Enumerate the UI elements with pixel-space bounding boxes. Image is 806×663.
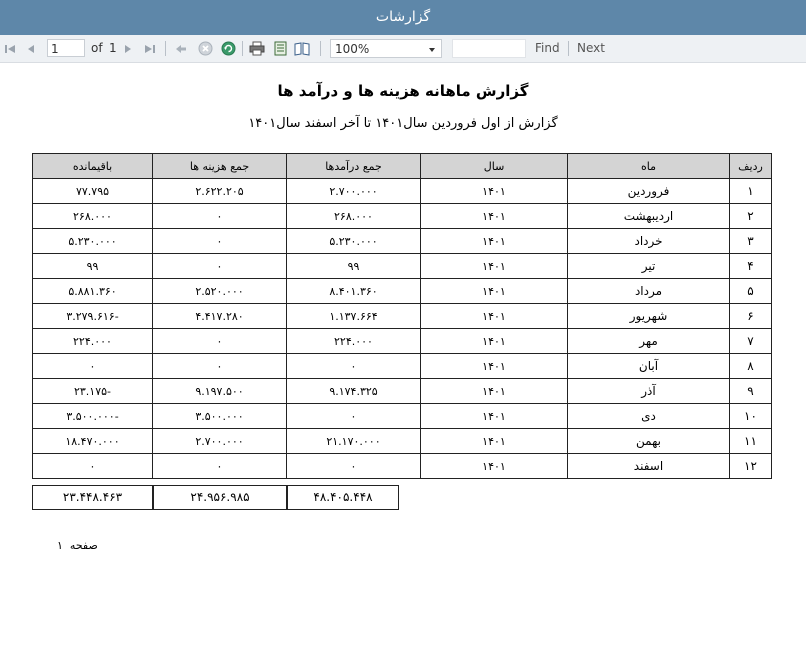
previous-page-icon[interactable] bbox=[23, 35, 39, 62]
cell-expense: ۰ bbox=[153, 454, 287, 479]
cell-row-number: ۱ bbox=[730, 179, 772, 204]
cell-row-number: ۲ bbox=[730, 204, 772, 229]
cell-month: آذر bbox=[568, 379, 730, 404]
of-label: of bbox=[91, 41, 103, 55]
cell-year: ۱۴۰۱ bbox=[421, 429, 568, 454]
toolbar-separator bbox=[165, 41, 166, 56]
last-page-icon[interactable] bbox=[142, 35, 158, 62]
cell-month: بهمن bbox=[568, 429, 730, 454]
cell-year: ۱۴۰۱ bbox=[421, 304, 568, 329]
cell-month: دی bbox=[568, 404, 730, 429]
table-row bbox=[33, 404, 772, 429]
cell-balance: ۱۸.۴۷۰.۰۰۰ bbox=[33, 429, 153, 454]
cell-income: ۱.۱۳۷.۶۶۴ bbox=[287, 304, 421, 329]
cell-year: ۱۴۰۱ bbox=[421, 379, 568, 404]
cell-balance: ۵.۲۳۰.۰۰۰ bbox=[33, 229, 153, 254]
cell-income: ۲۶۸.۰۰۰ bbox=[287, 204, 421, 229]
table-row bbox=[33, 204, 772, 229]
header-expense: جمع هزینه ها bbox=[153, 154, 287, 179]
cell-balance: -۳.۲۷۹.۶۱۶ bbox=[33, 304, 153, 329]
cell-month: شهریور bbox=[568, 304, 730, 329]
total-income: ۴۸.۴۰۵.۴۴۸ bbox=[287, 485, 399, 510]
cell-month: مهر bbox=[568, 329, 730, 354]
cell-month: خرداد bbox=[568, 229, 730, 254]
cell-year: ۱۴۰۱ bbox=[421, 354, 568, 379]
header-year: سال bbox=[421, 154, 568, 179]
cell-expense: ۲.۵۲۰.۰۰۰ bbox=[153, 279, 287, 304]
cell-balance: ۰ bbox=[33, 454, 153, 479]
cell-expense: ۰ bbox=[153, 229, 287, 254]
header-month: ماه bbox=[568, 154, 730, 179]
total-pages: 1 bbox=[109, 41, 117, 55]
cell-month: آبان bbox=[568, 354, 730, 379]
cell-expense: ۴.۴۱۷.۲۸۰ bbox=[153, 304, 287, 329]
table-row bbox=[33, 304, 772, 329]
table-header-row bbox=[33, 154, 772, 179]
cell-income: ۰ bbox=[287, 454, 421, 479]
cell-balance: ۹۹ bbox=[33, 254, 153, 279]
header-row-number: ردیف bbox=[730, 154, 772, 179]
cell-income: ۲۲۴.۰۰۰ bbox=[287, 329, 421, 354]
report-title: گزارش ماهانه هزینه ها و درآمد ها bbox=[277, 82, 529, 100]
cell-year: ۱۴۰۱ bbox=[421, 254, 568, 279]
cell-row-number: ۴ bbox=[730, 254, 772, 279]
window-title: گزارشات bbox=[0, 0, 806, 35]
chevron-down-icon bbox=[429, 48, 435, 52]
toolbar-separator bbox=[242, 41, 243, 56]
cell-row-number: ۹ bbox=[730, 379, 772, 404]
table-row bbox=[33, 354, 772, 379]
refresh-icon[interactable] bbox=[219, 35, 237, 62]
cell-row-number: ۱۲ bbox=[730, 454, 772, 479]
report-toolbar bbox=[0, 35, 806, 63]
next-page-icon[interactable] bbox=[120, 35, 136, 62]
stop-icon[interactable] bbox=[196, 35, 214, 62]
total-expense: ۲۴.۹۵۶.۹۸۵ bbox=[153, 485, 287, 510]
table-row bbox=[33, 379, 772, 404]
cell-expense: ۹.۱۹۷.۵۰۰ bbox=[153, 379, 287, 404]
cell-year: ۱۴۰۱ bbox=[421, 454, 568, 479]
cell-balance: ۵.۸۸۱.۳۶۰ bbox=[33, 279, 153, 304]
print-layout-icon[interactable] bbox=[271, 35, 289, 62]
cell-income: ۵.۲۳۰.۰۰۰ bbox=[287, 229, 421, 254]
report-subtitle: گزارش از اول فروردین سال۱۴۰۱ تا آخر اسفند سال۱۴۰۱ bbox=[248, 116, 558, 131]
table-row bbox=[33, 454, 772, 479]
cell-balance: ۲۲۴.۰۰۰ bbox=[33, 329, 153, 354]
find-link[interactable]: Find bbox=[535, 41, 560, 55]
table-row bbox=[33, 279, 772, 304]
cell-balance: -۳.۵۰۰.۰۰۰ bbox=[33, 404, 153, 429]
cell-month: تیر bbox=[568, 254, 730, 279]
toolbar-separator bbox=[568, 41, 569, 56]
footer-page-label: صفحه bbox=[69, 539, 98, 552]
cell-expense: ۰ bbox=[153, 354, 287, 379]
cell-row-number: ۶ bbox=[730, 304, 772, 329]
cell-expense: ۰ bbox=[153, 254, 287, 279]
cell-balance: ۰ bbox=[33, 354, 153, 379]
page-footer bbox=[57, 539, 98, 552]
cell-row-number: ۷ bbox=[730, 329, 772, 354]
cell-month: فروردین bbox=[568, 179, 730, 204]
page-setup-icon[interactable] bbox=[293, 35, 311, 62]
cell-year: ۱۴۰۱ bbox=[421, 229, 568, 254]
cell-income: ۲۱.۱۷۰.۰۰۰ bbox=[287, 429, 421, 454]
cell-row-number: ۱۱ bbox=[730, 429, 772, 454]
cell-year: ۱۴۰۱ bbox=[421, 279, 568, 304]
cell-income: ۹۹ bbox=[287, 254, 421, 279]
cell-expense: ۲.۶۲۲.۲۰۵ bbox=[153, 179, 287, 204]
cell-row-number: ۸ bbox=[730, 354, 772, 379]
report-table bbox=[32, 153, 772, 479]
cell-income: ۰ bbox=[287, 404, 421, 429]
cell-income: ۰ bbox=[287, 354, 421, 379]
cell-expense: ۳.۵۰۰.۰۰۰ bbox=[153, 404, 287, 429]
cell-year: ۱۴۰۱ bbox=[421, 329, 568, 354]
first-page-icon[interactable] bbox=[2, 35, 18, 62]
zoom-value: 100% bbox=[335, 42, 370, 56]
cell-year: ۱۴۰۱ bbox=[421, 204, 568, 229]
cell-balance: ۲۶۸.۰۰۰ bbox=[33, 204, 153, 229]
page-number-input[interactable]: 1 bbox=[47, 39, 85, 57]
table-row bbox=[33, 329, 772, 354]
cell-month: اسفند bbox=[568, 454, 730, 479]
cell-year: ۱۴۰۱ bbox=[421, 404, 568, 429]
footer-page-number: ۱ bbox=[57, 539, 63, 552]
header-balance: باقیمانده bbox=[33, 154, 153, 179]
cell-row-number: ۳ bbox=[730, 229, 772, 254]
cell-income: ۸.۴۰۱.۳۶۰ bbox=[287, 279, 421, 304]
cell-expense: ۰ bbox=[153, 204, 287, 229]
toolbar-separator bbox=[320, 41, 321, 56]
back-icon[interactable] bbox=[173, 35, 189, 62]
cell-expense: ۰ bbox=[153, 329, 287, 354]
cell-income: ۹.۱۷۴.۳۲۵ bbox=[287, 379, 421, 404]
zoom-select[interactable] bbox=[330, 39, 442, 58]
total-balance: ۲۳.۴۴۸.۴۶۳ bbox=[32, 485, 153, 510]
cell-row-number: ۱۰ bbox=[730, 404, 772, 429]
print-icon[interactable] bbox=[248, 35, 266, 62]
cell-income: ۲.۷۰۰.۰۰۰ bbox=[287, 179, 421, 204]
cell-year: ۱۴۰۱ bbox=[421, 179, 568, 204]
cell-month: مرداد bbox=[568, 279, 730, 304]
find-input[interactable] bbox=[452, 39, 526, 58]
cell-balance: ۷۷.۷۹۵ bbox=[33, 179, 153, 204]
cell-expense: ۲.۷۰۰.۰۰۰ bbox=[153, 429, 287, 454]
cell-month: اردیبهشت bbox=[568, 204, 730, 229]
cell-balance: -۲۳.۱۷۵ bbox=[33, 379, 153, 404]
cell-row-number: ۵ bbox=[730, 279, 772, 304]
next-link[interactable]: Next bbox=[577, 41, 605, 55]
header-income: جمع درآمدها bbox=[287, 154, 421, 179]
table-row bbox=[33, 179, 772, 204]
table-row bbox=[33, 229, 772, 254]
table-row bbox=[33, 254, 772, 279]
table-row bbox=[33, 429, 772, 454]
